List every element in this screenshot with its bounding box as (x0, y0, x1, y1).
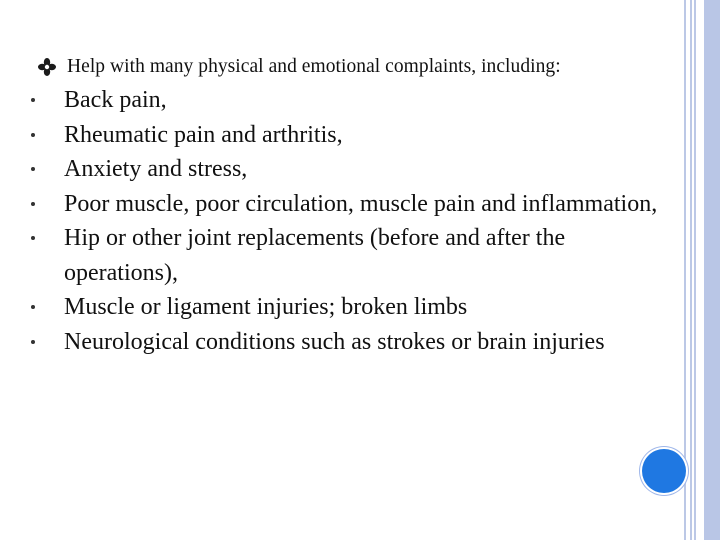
bullet-dot-icon (31, 98, 35, 102)
list-item-text: Anxiety and stress, (64, 156, 248, 182)
decorative-side-bar (704, 0, 720, 540)
list-item-text: Hip or other joint replacements (before and after the operations), (64, 225, 566, 286)
list-item-text: Neurological conditions such as strokes or brain injuries (64, 328, 605, 355)
list-item-text: Poor muscle, poor circulation, muscle pain and inflammation, (64, 190, 658, 217)
list-item (0, 221, 680, 290)
decorative-blue-circle (642, 449, 686, 493)
list-item (0, 83, 680, 118)
list-item (0, 187, 680, 222)
list-item-text: Rheumatic pain and arthritis, (64, 121, 343, 148)
bullet-dot-icon (31, 340, 35, 344)
list-item (0, 118, 680, 153)
decorative-side-line (694, 0, 696, 540)
intro-text: Help with many physical and emotional complaints, including: (67, 56, 561, 77)
bullet-dot-icon (31, 202, 35, 206)
complaints-list (0, 83, 680, 359)
bullet-dot-icon (31, 305, 35, 309)
list-item-text: Muscle or ligament injuries; broken limbs (64, 294, 468, 320)
decorative-side-line (690, 0, 692, 540)
intro-line (36, 56, 561, 78)
list-item (0, 152, 680, 187)
list-item (0, 325, 680, 360)
list-item (0, 290, 680, 325)
bullet-dot-icon (31, 167, 35, 171)
bullet-dot-icon (31, 133, 35, 137)
flower-bullet-icon (36, 56, 58, 78)
bullet-dot-icon (31, 236, 35, 240)
decorative-side-line (684, 0, 686, 540)
list-item-text: Back pain, (64, 87, 167, 113)
